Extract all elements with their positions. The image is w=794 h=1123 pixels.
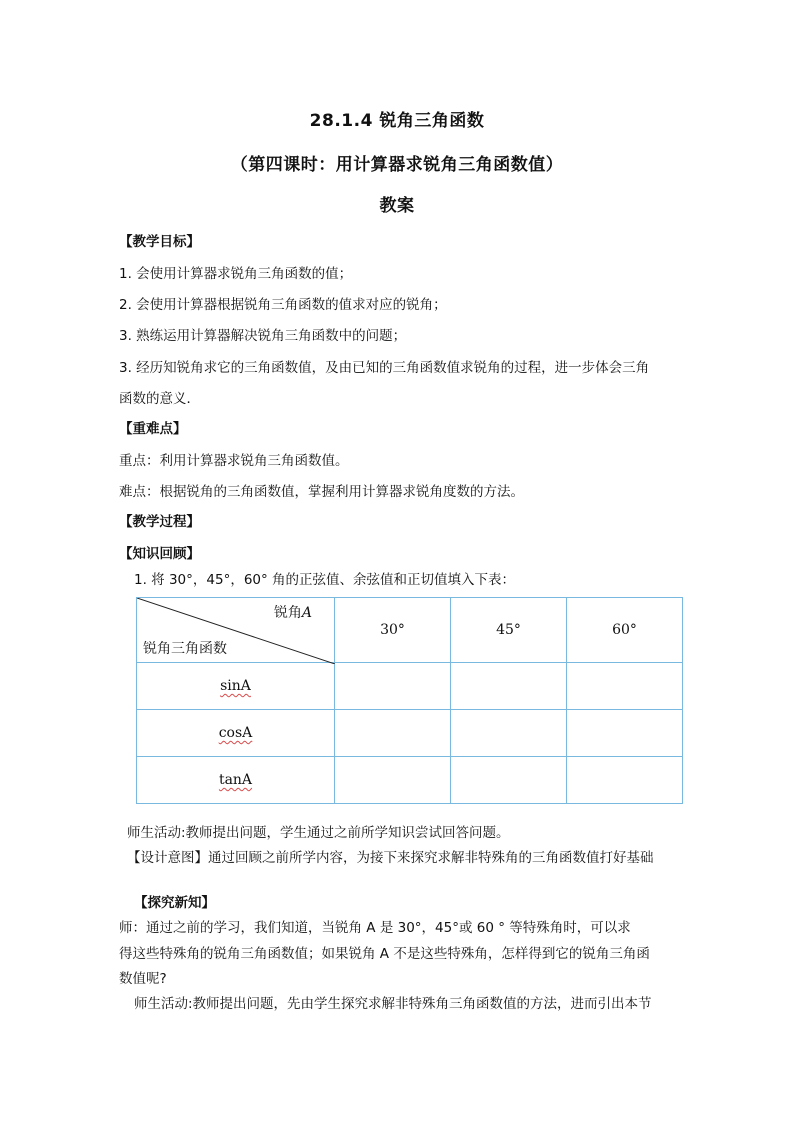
function-label: sinA: [137, 663, 335, 710]
lesson-subtitle: （第四课时：用计算器求锐角三角函数值）: [230, 155, 564, 175]
table-cell[interactable]: [335, 663, 451, 710]
function-label: tanA: [137, 757, 335, 804]
table-cell[interactable]: [451, 710, 567, 757]
table-header-row: [137, 598, 683, 663]
goal-item: 3. 经历知锐角求它的三角函数值，及由已知的三角函数值求锐角的过程，进一步体会三角: [119, 360, 650, 376]
explore-paragraph: 师：通过之前的学习，我们知道，当锐角 A 是 30°，45°或 60 ° 等特殊角时，可以求: [119, 920, 631, 936]
table-cell[interactable]: [567, 757, 683, 804]
activity-text: 师生活动:教师提出问题，学生通过之前所学知识尝试回答问题。: [127, 825, 510, 841]
goal-item: 1. 会使用计算器求锐角三角函数的值；: [119, 266, 353, 282]
difficult-point: 难点：根据锐角的三角函数值，掌握利用计算器求锐角度数的方法。: [119, 484, 524, 500]
angle-header: 60°: [567, 598, 683, 663]
table-cell[interactable]: [567, 663, 683, 710]
table-row: [137, 710, 683, 757]
corner-bottom-label: 锐角三角函数: [143, 641, 227, 657]
key-point: 重点：利用计算器求锐角三角函数值。: [119, 453, 349, 469]
explore-paragraph: 得这些特殊角的锐角三角函数值；如果锐角 A 不是这些特殊角，怎样得到它的锐角三角函: [119, 946, 650, 962]
process-heading: 【教学过程】: [119, 514, 200, 530]
design-intent: 【设计意图】通过回顾之前所学内容，为接下来探究求解非特殊角的三角函数值打好基础: [127, 850, 654, 866]
review-heading: 【知识回顾】: [119, 546, 200, 562]
table-row: [137, 757, 683, 804]
key-points-heading: 【重难点】: [119, 421, 187, 437]
goal-item-continued: 函数的意义．: [119, 391, 200, 407]
goal-item: 2. 会使用计算器根据锐角三角函数的值求对应的锐角；: [119, 297, 447, 313]
activity-text: 师生活动:教师提出问题，先由学生探究求解非特殊角三角函数值的方法，进而引出本节: [134, 996, 652, 1012]
table-cell[interactable]: [451, 663, 567, 710]
table-corner-cell: [137, 598, 335, 663]
goals-heading: 【教学目标】: [119, 234, 200, 250]
table-cell[interactable]: [335, 710, 451, 757]
table-cell[interactable]: [335, 757, 451, 804]
goal-item: 3. 熟练运用计算器解决锐角三角函数中的问题；: [119, 328, 407, 344]
document-type: 教案: [379, 196, 415, 216]
table-cell[interactable]: [567, 710, 683, 757]
trig-values-table: [136, 597, 683, 804]
table-cell[interactable]: [451, 757, 567, 804]
explore-heading: 【探究新知】: [134, 895, 215, 911]
angle-header: 45°: [451, 598, 567, 663]
lesson-title: 28.1.4 锐角三角函数: [309, 111, 485, 131]
review-question: 1. 将 30°，45°，60° 角的正弦值、余弦值和正切值填入下表：: [134, 572, 516, 588]
angle-header: 30°: [335, 598, 451, 663]
corner-top-label: 锐角A: [273, 605, 312, 621]
explore-paragraph: 数值呢?: [119, 971, 167, 987]
function-label: cosA: [137, 710, 335, 757]
table-row: [137, 663, 683, 710]
